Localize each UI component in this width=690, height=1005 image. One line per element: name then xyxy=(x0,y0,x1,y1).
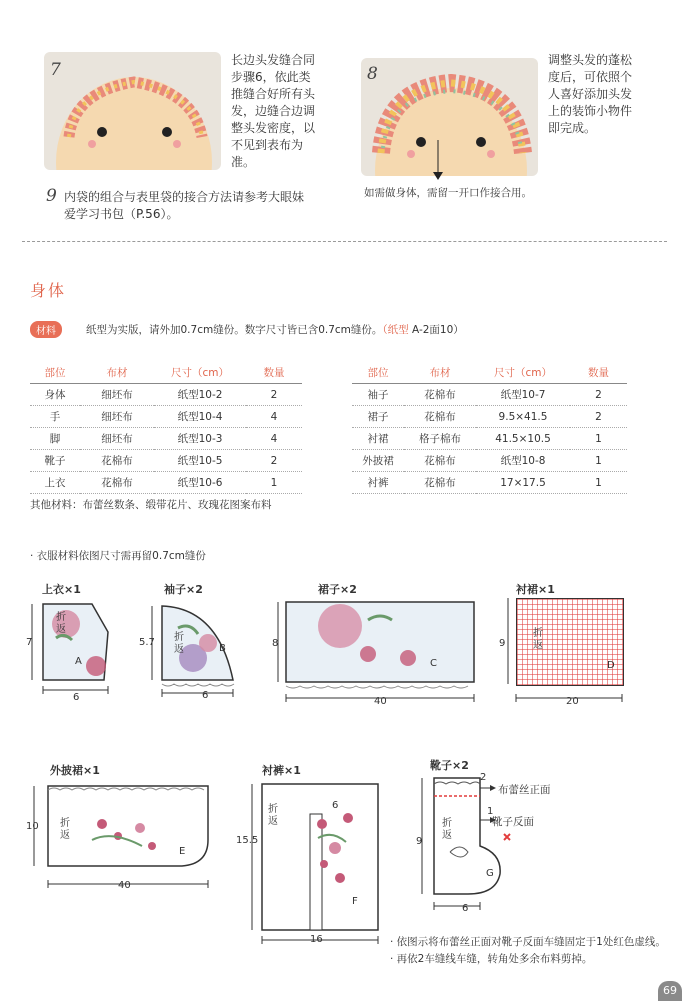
pants-fold: 折返 xyxy=(268,804,278,827)
cell: 纸型10-6 xyxy=(154,472,246,494)
cell: 4 xyxy=(246,428,302,450)
overskirt-height: 10 xyxy=(26,821,39,832)
col-header: 部位 xyxy=(30,361,80,384)
boot-lace-label: 布蕾丝正面 xyxy=(498,784,551,796)
cell: 袖子 xyxy=(352,384,404,406)
col-header: 数量 xyxy=(246,361,302,384)
cell: 9.5×41.5 xyxy=(476,406,570,428)
cell: 脚 xyxy=(30,428,80,450)
table-row xyxy=(352,406,627,428)
table-row xyxy=(30,384,302,406)
skirt-letter: C xyxy=(430,658,437,669)
cell: 靴子 xyxy=(30,450,80,472)
step7-text xyxy=(231,52,326,171)
table-row xyxy=(30,472,302,494)
cell: 1 xyxy=(570,450,627,472)
step7-number: 7 xyxy=(50,60,61,80)
boot-note-2: · 再依2车缝线车缝，转角处多余布料剪掉。 xyxy=(390,953,593,965)
table-row xyxy=(352,450,627,472)
cell: 花棉布 xyxy=(80,472,154,494)
cell: 花棉布 xyxy=(404,384,476,406)
overskirt-fold: 折返 xyxy=(60,818,70,841)
cell: 1 xyxy=(570,428,627,450)
col-header: 布材 xyxy=(404,361,476,384)
paper-ref-label: （纸型 xyxy=(382,324,409,336)
other-materials: 其他材料：布蕾丝数条、缎带花片、玫瑰花图案布料 xyxy=(30,499,272,511)
pants-inner: 6 xyxy=(332,800,339,811)
cell: 外披裙 xyxy=(352,450,404,472)
petticoat-width: 20 xyxy=(566,696,579,707)
petticoat-letter: D xyxy=(607,660,615,671)
cell: 1 xyxy=(570,472,627,494)
section-title: 身体 xyxy=(30,281,67,300)
cell: 41.5×10.5 xyxy=(476,428,570,450)
cell: 身体 xyxy=(30,384,80,406)
table-row xyxy=(352,428,627,450)
doll-face-hair-illustration xyxy=(361,58,538,176)
table-row xyxy=(352,472,627,494)
petticoat-fold: 折返 xyxy=(533,628,543,651)
step8-number: 8 xyxy=(367,64,378,84)
cell: 纸型10-8 xyxy=(476,450,570,472)
overskirt-width: 40 xyxy=(118,880,131,891)
boot-n1: 2 xyxy=(480,772,487,783)
step8-line: 调整头发的蓬松 xyxy=(548,53,633,67)
page-number: 69 xyxy=(658,981,682,1001)
table-row xyxy=(352,384,627,406)
table-row xyxy=(30,450,302,472)
materials-table-right xyxy=(352,361,627,494)
doll-face-illustration xyxy=(44,52,221,170)
cell: 2 xyxy=(246,384,302,406)
boot-note-1: · 依图示将布蕾丝正面对靴子反面车缝固定于1处红色虚线。 xyxy=(390,936,666,948)
skirt-width: 40 xyxy=(374,696,387,707)
cell: 格子棉布 xyxy=(404,428,476,450)
cell: 衬裙 xyxy=(352,428,404,450)
cell: 纸型10-7 xyxy=(476,384,570,406)
boot-width: 6 xyxy=(462,903,469,914)
step8-line: 上的装饰小物件 xyxy=(548,104,633,118)
materials-intro xyxy=(86,322,464,337)
cell: 花棉布 xyxy=(404,472,476,494)
boot-n2: 1 xyxy=(487,806,494,817)
boot-fold: 折返 xyxy=(442,818,452,841)
cell: 细坯布 xyxy=(80,428,154,450)
petticoat-dimension-lines xyxy=(498,596,628,708)
step9-text xyxy=(64,189,344,223)
sleeve-width: 6 xyxy=(202,690,209,701)
top-fold: 折返 xyxy=(56,612,66,635)
step8-line: 即完成。 xyxy=(548,121,597,135)
step9-number: 9 xyxy=(46,186,57,206)
cell: 2 xyxy=(570,406,627,428)
boot-back-label: 靴子反面 xyxy=(492,816,534,828)
overskirt-label: 外披裙×1 xyxy=(50,764,100,777)
pants-label: 衬裤×1 xyxy=(262,764,301,777)
step7-line: 发，边缝合边调 xyxy=(231,104,316,118)
skirt-pattern xyxy=(268,596,480,708)
cell: 1 xyxy=(246,472,302,494)
table-row xyxy=(30,406,302,428)
pants-width: 16 xyxy=(310,934,323,945)
petticoat-label: 衬裙×1 xyxy=(516,583,555,596)
arrow-down-icon xyxy=(428,140,448,185)
cell: 手 xyxy=(30,406,80,428)
top-height: 7 xyxy=(26,637,33,648)
step9-line: 内袋的组合与表里袋的接合方法请参考大眼妹 xyxy=(64,190,305,204)
step8-line: 人喜好添加头发 xyxy=(548,87,633,101)
top-label: 上衣×1 xyxy=(42,583,81,596)
sleeve-pattern xyxy=(138,598,248,700)
cell: 纸型10-3 xyxy=(154,428,246,450)
step8-photo xyxy=(361,58,538,176)
pants-height: 15.5 xyxy=(236,835,259,846)
pants-letter: F xyxy=(352,896,358,907)
table-row xyxy=(30,428,302,450)
boot-label: 靴子×2 xyxy=(430,759,469,772)
step7-line: 整头发密度，以 xyxy=(231,121,316,135)
pants-pattern xyxy=(240,778,385,948)
materials-table-left xyxy=(30,361,302,494)
sleeve-fold: 折返 xyxy=(174,632,184,655)
top-pattern xyxy=(26,598,118,700)
col-header: 部位 xyxy=(352,361,404,384)
cell: 衬裤 xyxy=(352,472,404,494)
step7-line: 长边头发缝合同 xyxy=(231,53,316,67)
step7-line: 准。 xyxy=(231,155,256,169)
col-header: 数量 xyxy=(570,361,627,384)
paper-ref-value: A-2面10） xyxy=(412,324,464,336)
cell: 细坯布 xyxy=(80,384,154,406)
photo-note: 如需做身体，需留一开口作接合用。 xyxy=(364,187,532,199)
step8-text xyxy=(548,52,648,137)
skirt-height: 8 xyxy=(272,638,279,649)
cell: 2 xyxy=(570,384,627,406)
cell: 细坯布 xyxy=(80,406,154,428)
cell: 纸型10-4 xyxy=(154,406,246,428)
cell: 花棉布 xyxy=(404,450,476,472)
sleeve-label: 袖子×2 xyxy=(164,583,203,596)
section-divider xyxy=(22,241,667,242)
boot-height: 9 xyxy=(416,836,423,847)
boot-letter: G xyxy=(486,868,494,879)
cell: 4 xyxy=(246,406,302,428)
cell: 花棉布 xyxy=(404,406,476,428)
petticoat-height: 9 xyxy=(499,638,506,649)
step7-line: 不见到表布为 xyxy=(231,138,304,152)
step7-photo xyxy=(44,52,221,170)
top-letter: A xyxy=(75,656,82,667)
sleeve-letter: B xyxy=(219,643,226,654)
sleeve-height: 5.7 xyxy=(139,637,155,648)
overskirt-letter: E xyxy=(179,846,186,857)
cell: 裙子 xyxy=(352,406,404,428)
step7-line: 步骤6，依此类 xyxy=(231,70,311,84)
col-header: 尺寸（cm） xyxy=(154,361,246,384)
materials-badge: 材料 xyxy=(30,321,62,338)
cell: 17×17.5 xyxy=(476,472,570,494)
clothes-note: · 衣服材料依图尺寸需再留0.7cm缝份 xyxy=(30,550,206,562)
col-header: 布材 xyxy=(80,361,154,384)
top-width: 6 xyxy=(73,692,80,703)
step7-line: 推缝合好所有头 xyxy=(231,87,316,101)
cell: 纸型10-5 xyxy=(154,450,246,472)
skirt-label: 裙子×2 xyxy=(318,583,357,596)
col-header: 尺寸（cm） xyxy=(476,361,570,384)
materials-intro-text: 纸型为实版，请外加0.7cm缝份。数字尺寸皆已含0.7cm缝份。 xyxy=(86,324,383,336)
step9-line: 爱学习书包（P.56）。 xyxy=(64,207,179,221)
cell: 纸型10-2 xyxy=(154,384,246,406)
cell: 上衣 xyxy=(30,472,80,494)
cell: 2 xyxy=(246,450,302,472)
cell: 花棉布 xyxy=(80,450,154,472)
step8-line: 度后，可依照个 xyxy=(548,70,633,84)
